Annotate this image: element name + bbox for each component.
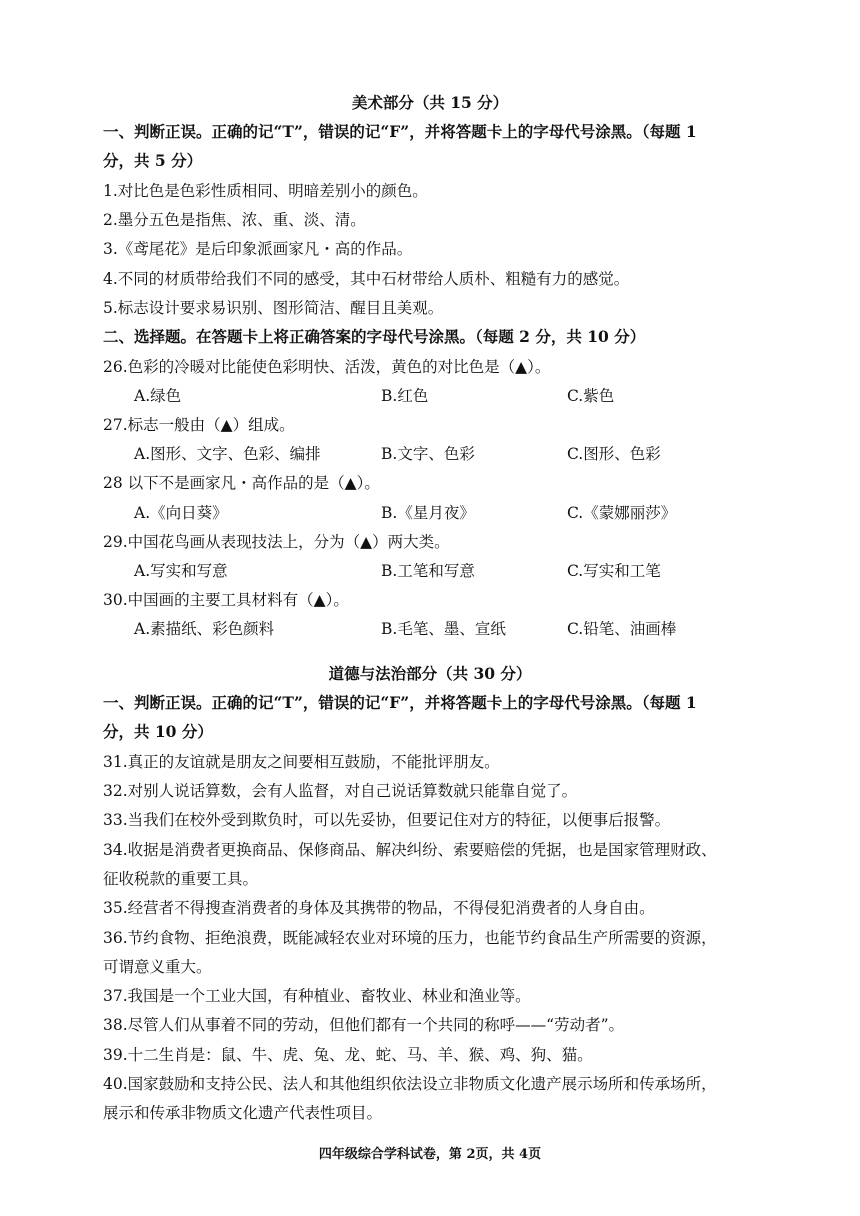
- morals-line-35: 35.经营者不得搜查消费者的身体及其携带的物品，不得侵犯消费者的人身自由。: [103, 899, 655, 917]
- morals-line-40-cont: 展示和传承非物质文化遗产代表性项目。: [103, 1104, 383, 1122]
- morals-line-38: 38.尽管人们从事着不同的劳动，但他们都有一个共同的称呼——“劳动者”。: [103, 1016, 625, 1034]
- mc-26-option-a: A.绿色: [134, 387, 182, 405]
- art-tf-item-5: 5.标志设计要求易识别、图形简洁、醒目且美观。: [103, 299, 444, 317]
- mc-question-26: 26.色彩的冷暖对比能使色彩明快、活泼，黄色的对比色是（▲）。: [103, 358, 551, 376]
- mc-30-option-a: A.素描纸、彩色颜料: [134, 620, 275, 638]
- page-footer: 四年级综合学科试卷，第 2页，共 4页: [318, 1147, 542, 1162]
- mc-question-28: 28 以下不是画家凡・高作品的是（▲）。: [103, 474, 380, 492]
- mc-29-option-c: C.写实和工笔: [567, 562, 661, 580]
- morals-line-39: 39.十二生肖是：鼠、牛、虎、兔、龙、蛇、马、羊、猴、鸡、狗、猫。: [103, 1046, 593, 1064]
- mc-28-option-a: A.《向日葵》: [134, 504, 228, 522]
- morals-line-37: 37.我国是一个工业大国，有种植业、畜牧业、林业和渔业等。: [103, 987, 531, 1005]
- morals-section-title: 道德与法治部分（共 30 分）: [328, 664, 532, 683]
- mc-27-option-a: A.图形、文字、色彩、编排: [134, 445, 321, 463]
- mc-question-27: 27.标志一般由（▲）组成。: [103, 416, 295, 434]
- morals-line-31: 31.真正的友谊就是朋友之间要相互鼓励，不能批评朋友。: [103, 753, 500, 771]
- mc-29-option-a: A.写实和写意: [134, 562, 228, 580]
- mc-27-option-c: C.图形、色彩: [567, 445, 661, 463]
- mc-30-option-c: C.铅笔、油画棒: [567, 620, 677, 638]
- mc-26-option-b: B.红色: [381, 387, 429, 405]
- morals-line-40: 40.国家鼓励和支持公民、法人和其他组织依法设立非物质文化遗产展示场所和传承场所，: [103, 1075, 717, 1093]
- morals-line-33: 33.当我们在校外受到欺负时，可以先妥协，但要记住对方的特征，以便事后报警。: [103, 811, 671, 829]
- art-tf-header-line2: 分，共 5 分）: [103, 151, 203, 170]
- mc-30-option-b: B.毛笔、墨、宣纸: [381, 620, 506, 638]
- morals-line-36: 36.节约食物、拒绝浪费，既能减轻农业对环境的压力，也能节约食品生产所需要的资源，: [103, 929, 717, 947]
- morals-line-34: 34.收据是消费者更换商品、保修商品、解决纠纷、索要赔偿的凭据，也是国家管理财政、: [103, 841, 717, 859]
- art-section-title: 美术部分（共 15 分）: [351, 93, 509, 112]
- mc-question-29: 29.中国花鸟画从表现技法上，分为（▲）两大类。: [103, 533, 450, 551]
- art-tf-item-1: 1.对比色是色彩性质相同、明暗差别小的颜色。: [103, 182, 428, 200]
- mc-question-30: 30.中国画的主要工具材料有（▲）。: [103, 591, 349, 609]
- mc-28-option-c: C.《蒙娜丽莎》: [567, 504, 677, 522]
- art-mc-header: 二、选择题。在答题卡上将正确答案的字母代号涂黑。（每题 2 分，共 10 分）: [103, 327, 646, 346]
- art-tf-item-4: 4.不同的材质带给我们不同的感受，其中石材带给人质朴、粗糙有力的感觉。: [103, 270, 630, 288]
- morals-line-34-cont: 征收税款的重要工具。: [103, 870, 259, 888]
- mc-26-option-c: C.紫色: [567, 387, 615, 405]
- art-tf-item-2: 2.墨分五色是指焦、浓、重、淡、清。: [103, 211, 366, 229]
- morals-line-32: 32.对别人说话算数，会有人监督，对自己说话算数就只能靠自觉了。: [103, 782, 578, 800]
- mc-29-option-b: B.工笔和写意: [381, 562, 475, 580]
- mc-28-option-b: B.《星月夜》: [381, 504, 475, 522]
- art-tf-header-line1: 一、判断正误。正确的记“T”，错误的记“F”，并将答题卡上的字母代号涂黑。（每题 1: [103, 122, 697, 141]
- morals-line-36-cont: 可谓意义重大。: [103, 958, 212, 976]
- morals-tf-header-line2: 分，共 10 分）: [103, 722, 213, 741]
- art-tf-item-3: 3.《鸢尾花》是后印象派画家凡・高的作品。: [103, 240, 413, 258]
- mc-27-option-b: B.文字、色彩: [381, 445, 475, 463]
- morals-tf-header-line1: 一、判断正误。正确的记“T”，错误的记“F”，并将答题卡上的字母代号涂黑。（每题 1: [103, 693, 697, 712]
